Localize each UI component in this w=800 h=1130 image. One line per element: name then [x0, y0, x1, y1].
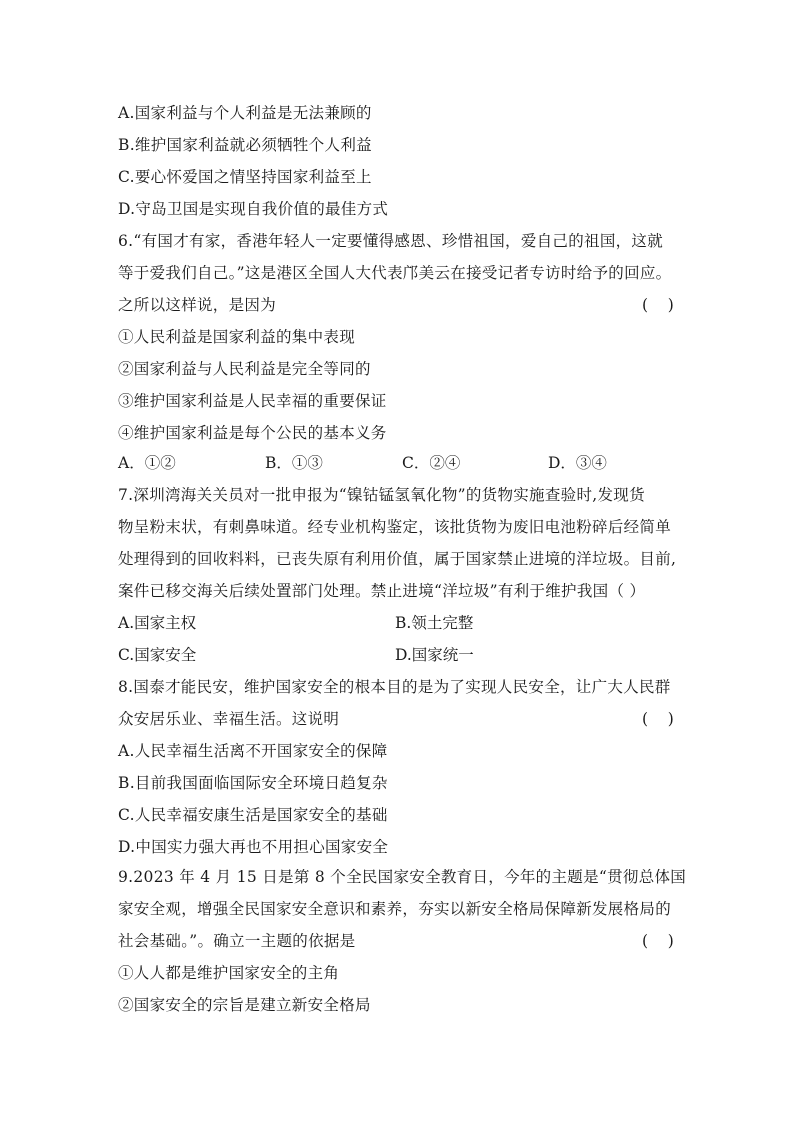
q6-stem-line-3: 之所以这样说，是因为: [118, 296, 277, 314]
q6-item-1: ①人民利益是国家利益的集中表现: [118, 328, 356, 346]
q7-stem-line-3: 处理得到的回收料料，已丧失原有利用价值，属于国家禁止进境的洋垃圾。目前,: [118, 550, 677, 568]
q9-item-1: ①人人都是维护国家安全的主角: [118, 964, 340, 982]
q6-item-3: ③维护国家利益是人民幸福的重要保证: [118, 392, 387, 410]
q6-stem-line-2: 等于爱我们自己。”这是港区全国人大代表邝美云在接受记者专访时给予的回应。: [118, 264, 672, 282]
q8-choice-c: C.人民幸福安康生活是国家安全的基础: [118, 806, 388, 824]
q9-stem-line-3: 社会基础。”。确立一主题的依据是: [118, 932, 356, 950]
q9-stem-line-1: 9.2023 年 4 月 15 日是第 8 个全民国家安全教育日，今年的主题是“贯彻总体国: [118, 868, 687, 886]
q5-option-d: D.守岛卫国是实现自我价值的最佳方式: [118, 200, 389, 218]
q7-choice-c: C.国家安全: [118, 646, 197, 664]
q8-stem-line-1: 8.国泰才能民安，维护国家安全的根本目的是为了实现人民安全，让广大人民群: [118, 678, 671, 696]
q7-stem-line-1: 7.深圳湾海关关员对一批申报为“镍钴锰氢氧化物”的货物实施查验时,发现货: [118, 486, 645, 504]
q8-answer-bracket: ( ): [642, 710, 674, 728]
q9-item-2: ②国家安全的宗旨是建立新安全格局: [118, 996, 371, 1014]
q7-choice-a: A.国家主权: [118, 614, 197, 632]
q6-stem-line-1: 6.“有国才有家，香港年轻人一定要懂得感恩、珍惜祖国，爱自己的祖国，这就: [118, 232, 664, 250]
q6-choice-d: D．③④: [548, 454, 607, 472]
q7-choice-b: B.领土完整: [395, 614, 474, 632]
q8-stem-line-2: 众安居乐业、幸福生活。这说明: [118, 710, 340, 728]
q6-item-4: ④维护国家利益是每个公民的基本义务: [118, 424, 387, 442]
q5-option-a: A.国家利益与个人利益是无法兼顾的: [118, 104, 372, 122]
q9-answer-bracket: ( ): [642, 932, 674, 950]
q6-choice-c: C．②④: [402, 454, 461, 472]
q5-option-c: C.要心怀爱国之情坚持国家利益至上: [118, 168, 372, 186]
q8-choice-d: D.中国实力强大再也不用担心国家安全: [118, 838, 389, 856]
q6-choice-a: A．①②: [118, 454, 176, 472]
q7-stem-line-4: 案件已移交海关后续处置部门处理。禁止进境“洋垃圾”有利于维护我国（ ）: [118, 582, 646, 600]
q5-option-b: B.维护国家利益就必须牺牲个人利益: [118, 136, 372, 154]
q6-choice-b: B．①③: [265, 454, 323, 472]
q8-choice-b: B.目前我国面临国际安全环境日趋复杂: [118, 774, 388, 792]
q9-stem-line-2: 家安全观，增强全民国家安全意识和素养，夯实以新安全格局保障新发展格局的: [118, 900, 672, 918]
q8-choice-a: A.人民幸福生活离不开国家安全的保障: [118, 742, 388, 760]
q6-item-2: ②国家利益与人民利益是完全等同的: [118, 360, 371, 378]
q6-answer-bracket: ( ): [642, 296, 674, 314]
q7-choice-d: D.国家统一: [395, 646, 474, 664]
q7-stem-line-2: 物呈粉末状，有刺鼻味道。经专业机构鉴定，该批货物为废旧电池粉碎后经简单: [118, 518, 672, 536]
